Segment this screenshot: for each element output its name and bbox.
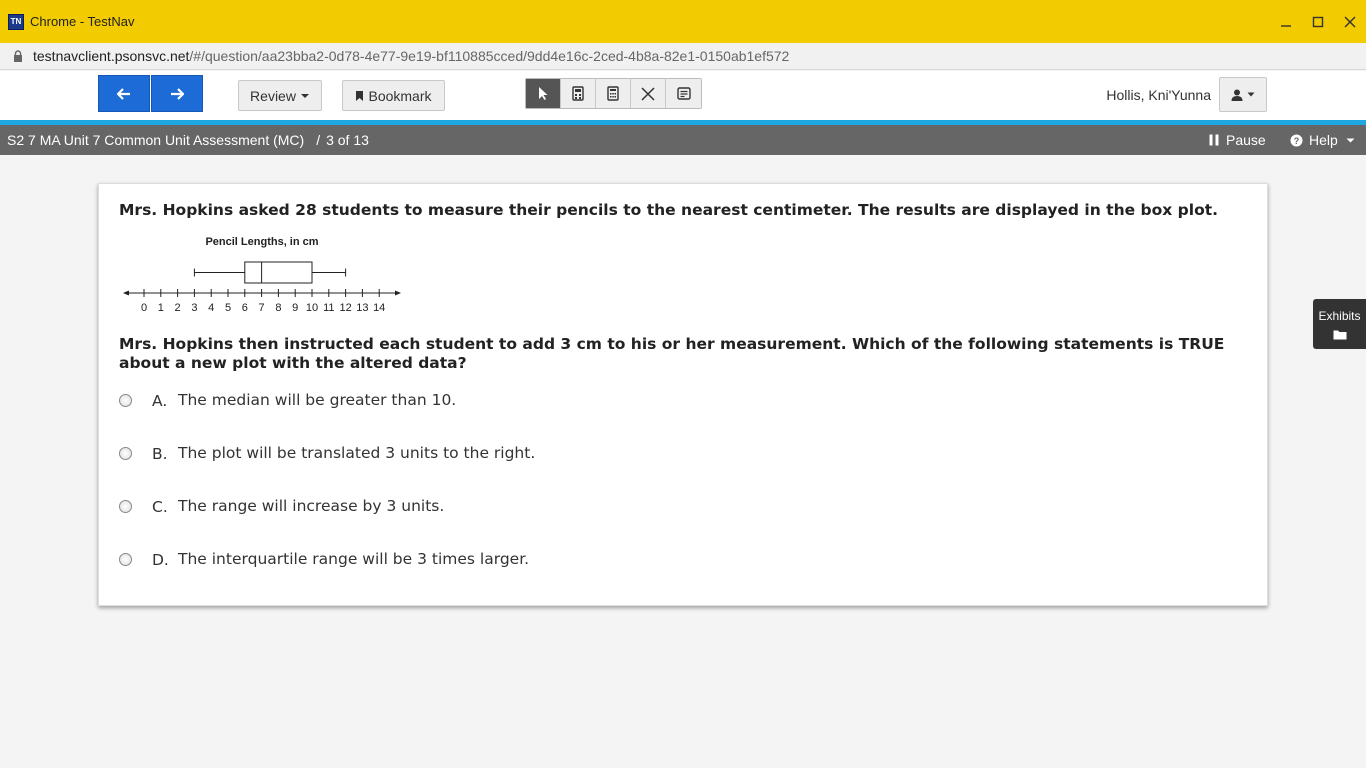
axis-tick-label: 10 bbox=[305, 302, 319, 314]
pause-button[interactable] bbox=[1209, 132, 1266, 148]
choice-text[interactable]: The interquartile range will be 3 times larger. bbox=[178, 550, 530, 568]
calculator-tool-button[interactable] bbox=[561, 79, 596, 108]
radio-button[interactable] bbox=[119, 394, 132, 407]
close-icon bbox=[1344, 16, 1356, 28]
question-progress: 3 of 13 bbox=[326, 132, 369, 148]
axis-tick-label: 8 bbox=[275, 302, 282, 314]
user-icon bbox=[1231, 89, 1243, 101]
axis-tick-label: 2 bbox=[174, 302, 181, 314]
choice-letter: B. bbox=[152, 445, 168, 463]
arrow-right-icon bbox=[170, 88, 184, 100]
url-path: /#/question/aa23bba2-0d78-4e77-9e19-bf110885cced/9dd4e16c-2ced-4b8a-82e1-0150ab1ef572 bbox=[189, 48, 790, 64]
minimize-icon bbox=[1280, 16, 1292, 28]
axis-tick-label: 1 bbox=[157, 302, 164, 314]
address-bar[interactable] bbox=[0, 43, 1366, 70]
tool-group bbox=[525, 78, 702, 109]
axis-tick-label: 11 bbox=[323, 302, 335, 314]
user-menu-button[interactable] bbox=[1219, 77, 1267, 112]
axis-tick-label: 4 bbox=[208, 302, 215, 314]
bookmark-icon bbox=[355, 90, 364, 102]
exhibits-tab[interactable] bbox=[1313, 299, 1366, 349]
radio-button[interactable] bbox=[119, 447, 132, 460]
caret-down-icon bbox=[1346, 138, 1355, 143]
arrow-left-icon bbox=[117, 88, 131, 100]
scientific-calculator-tool-button[interactable] bbox=[596, 79, 631, 108]
testnav-app-icon: TN bbox=[8, 14, 24, 30]
axis-tick-label: 14 bbox=[373, 302, 386, 314]
close-window-button[interactable] bbox=[1334, 0, 1366, 43]
caret-down-icon bbox=[300, 93, 310, 99]
question-prompt: Mrs. Hopkins then instructed each student to add 3 cm to his or her measurement. Which of the following statements is TRUE about a new plot with the altered data? bbox=[119, 335, 1225, 372]
choice-a[interactable] bbox=[119, 391, 456, 409]
pause-icon bbox=[1209, 134, 1219, 146]
question-stem: Mrs. Hopkins asked 28 students to measure their pencils to the nearest centimeter. The results are displayed in the box plot. bbox=[119, 201, 1219, 219]
svg-text:?: ? bbox=[1293, 135, 1300, 146]
axis-tick-label: 13 bbox=[356, 302, 369, 314]
test-title: S2 7 MA Unit 7 Common Unit Assessment (MC) bbox=[7, 132, 305, 148]
axis-tick-label: 3 bbox=[191, 302, 198, 314]
choice-text[interactable]: The range will increase by 3 units. bbox=[178, 497, 445, 515]
notepad-tool-button[interactable] bbox=[666, 79, 701, 108]
scientific-calculator-icon bbox=[607, 86, 619, 101]
choice-d[interactable] bbox=[119, 550, 529, 568]
choice-b[interactable] bbox=[119, 444, 535, 462]
axis-tick-label: 9 bbox=[292, 302, 299, 314]
choice-text[interactable]: The plot will be translated 3 units to the right. bbox=[178, 444, 536, 462]
minimize-button[interactable] bbox=[1270, 0, 1302, 43]
url-host: testnavclient.psonsvc.net bbox=[33, 48, 190, 64]
choice-letter: C. bbox=[152, 498, 168, 516]
choice-letter: A. bbox=[152, 392, 168, 410]
folder-icon bbox=[1333, 329, 1347, 340]
review-label: Review bbox=[250, 87, 296, 104]
notepad-icon bbox=[677, 87, 691, 100]
url-text[interactable] bbox=[33, 48, 789, 64]
radio-button[interactable] bbox=[119, 553, 132, 566]
choice-letter: D. bbox=[152, 551, 169, 569]
bookmark-label: Bookmark bbox=[368, 87, 432, 104]
answer-eliminator-icon bbox=[641, 87, 655, 101]
testnav-toolbar bbox=[0, 71, 1366, 120]
help-label: Help bbox=[1309, 132, 1338, 148]
exhibits-label: Exhibits bbox=[1318, 308, 1361, 323]
window-title-bar bbox=[0, 0, 1366, 43]
bookmark-button[interactable] bbox=[342, 80, 445, 111]
breadcrumb-separator: / bbox=[316, 132, 321, 148]
previous-question-button[interactable] bbox=[98, 75, 150, 112]
interquartile-box bbox=[245, 262, 312, 283]
lock-icon bbox=[13, 50, 23, 62]
user-name: Hollis, Kni'Yunna bbox=[1106, 87, 1211, 103]
axis-tick-label: 5 bbox=[224, 302, 232, 314]
choice-c[interactable] bbox=[119, 497, 444, 515]
question-card bbox=[98, 183, 1268, 606]
help-icon bbox=[1290, 134, 1303, 147]
axis-tick-label: 7 bbox=[258, 302, 265, 314]
maximize-button[interactable] bbox=[1302, 0, 1334, 43]
maximize-icon bbox=[1312, 16, 1324, 28]
choice-text[interactable]: The median will be greater than 10. bbox=[178, 391, 457, 409]
pause-label: Pause bbox=[1226, 132, 1266, 148]
radio-button[interactable] bbox=[119, 500, 132, 513]
box-plot bbox=[119, 234, 404, 316]
window-title: Chrome - TestNav bbox=[30, 14, 135, 29]
answer-eliminator-tool-button[interactable] bbox=[631, 79, 666, 108]
next-question-button[interactable] bbox=[151, 75, 203, 112]
test-header-bar bbox=[0, 125, 1366, 155]
axis-tick-label: 12 bbox=[339, 302, 352, 314]
axis-tick-label: 0 bbox=[140, 302, 148, 314]
pointer-icon bbox=[537, 86, 549, 101]
caret-down-icon bbox=[1247, 92, 1255, 97]
help-dropdown-button[interactable] bbox=[1290, 132, 1355, 148]
box-plot-title: Pencil Lengths, in cm bbox=[205, 236, 319, 248]
calculator-icon bbox=[572, 86, 584, 101]
review-dropdown-button[interactable] bbox=[238, 80, 322, 111]
pointer-tool-button[interactable] bbox=[526, 79, 561, 108]
axis-tick-label: 6 bbox=[241, 302, 248, 314]
